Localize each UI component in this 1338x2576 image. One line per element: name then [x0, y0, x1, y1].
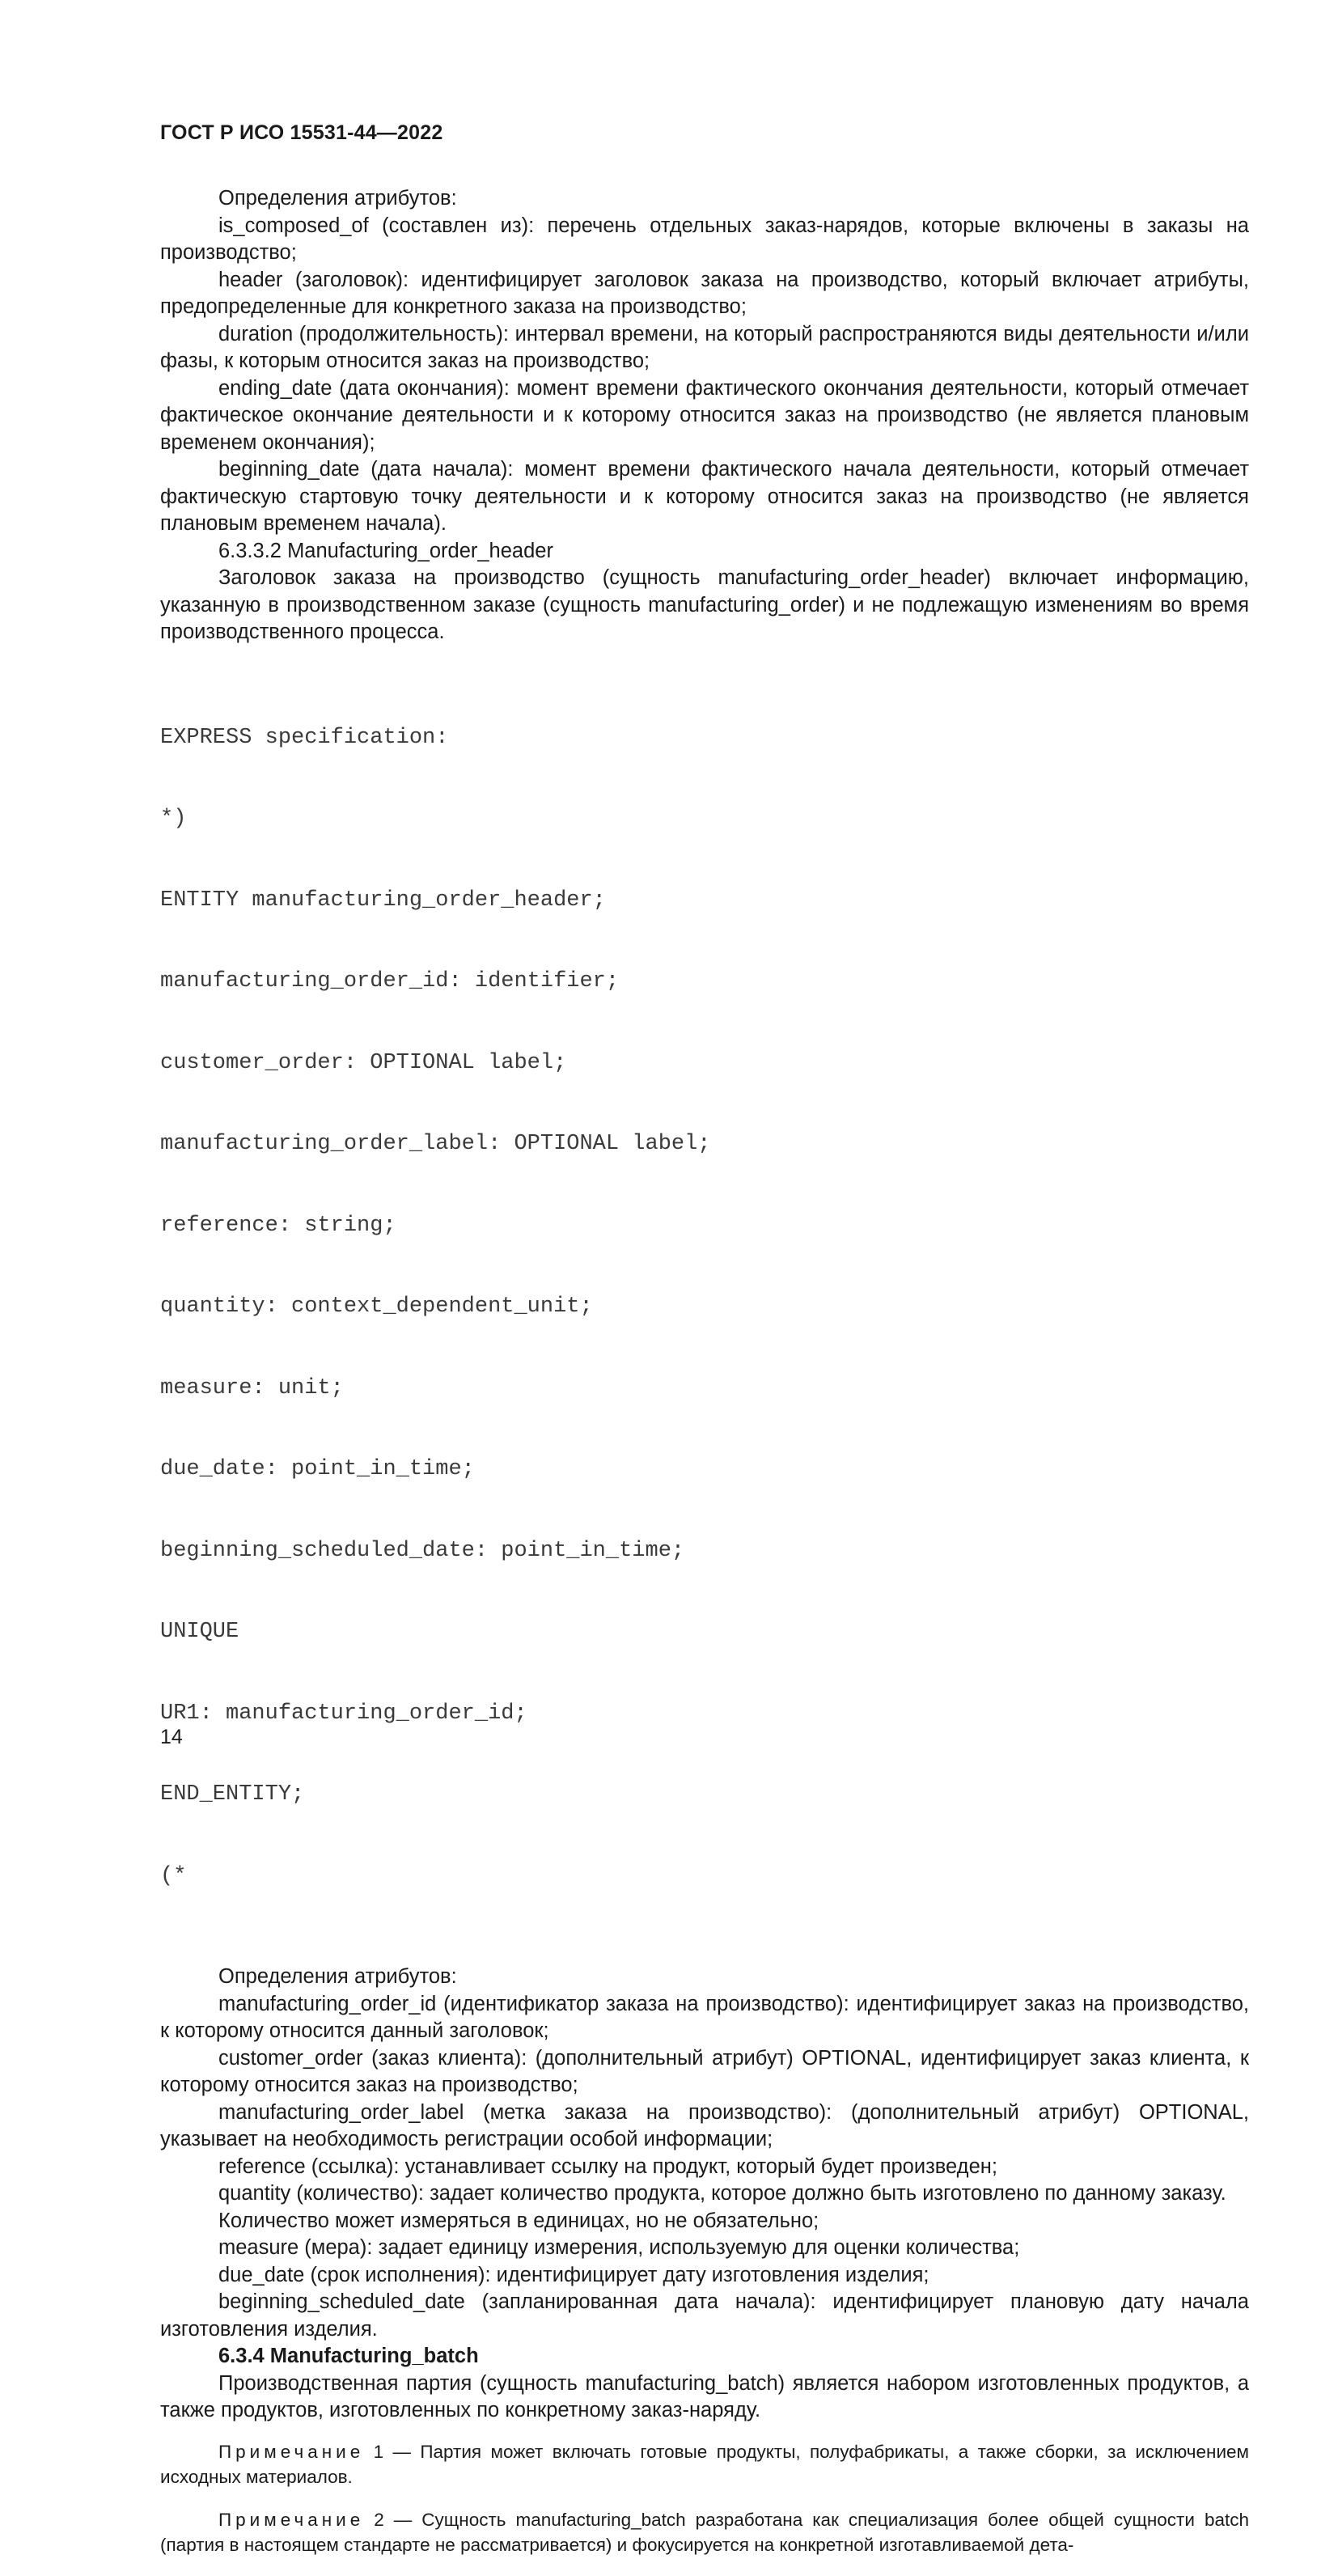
code-line: reference: string;: [160, 1213, 396, 1238]
paragraph: duration (продолжительность): интервал времени, на который распространяются виды деятельности и/или фазы, к которым относится заказ на производство;: [160, 322, 1249, 372]
code-line: ENTITY manufacturing_order_header;: [160, 888, 606, 913]
section-heading: 6.3.4 Manufacturing_batch: [218, 2345, 479, 2367]
note-label: Примечание: [218, 2441, 365, 2462]
paragraph: Производственная партия (сущность manufacturing_batch) является набором изготовленных продуктов, а также продуктов, изготовленных по конкретному заказ-наряду.: [160, 2371, 1249, 2421]
code-line: manufacturing_order_label: OPTIONAL label;: [160, 1132, 711, 1156]
paragraph: ending_date (дата окончания): момент времени фактического окончания деятельности, который отмечает фактическое окончание деятельности и к которому относится заказ на производство (не является плановым временем окончания);: [160, 376, 1249, 454]
paragraph: manufacturing_order_label (метка заказа на производство): (дополнительный атрибут) OPTIONAL, указывает на необходимость регистрации особой информации;: [160, 2100, 1249, 2150]
paragraph: Количество может измеряться в единицах, но не обязательно;: [218, 2209, 819, 2232]
paragraph: quantity (количество): задает количество продукта, которое должно быть изготовлено по данному заказу.: [218, 2182, 1226, 2205]
page-content: [160, 185, 1249, 2576]
note: [160, 2439, 1249, 2489]
code-line: due_date: point_in_time;: [160, 1457, 475, 1481]
paragraph: reference (ссылка): устанавливает ссылку на продукт, который будет произведен;: [218, 2154, 997, 2178]
paragraph: header (заголовок): идентифицирует заголовок заказа на производство, который включает атрибуты, предопределенные для конкретного заказа на производство;: [160, 268, 1249, 318]
paragraph: Определения атрибутов:: [218, 1965, 457, 1988]
code-line: beginning_scheduled_date: point_in_time;: [160, 1538, 685, 1563]
note-text: 2 — Сущность manufacturing_batch разработана как специализация более общей сущности batch (партия в настоящем стандарте не рассматривается) и фокусируется на конкретной изготавливаемой дета-: [160, 2510, 1249, 2555]
paragraph: Заголовок заказа на производство (сущность manufacturing_order_header) включает информацию, указанную в производственном заказе (сущность manufacturing_order) и не подлежащую изменениям во время производственного процесса.: [160, 566, 1249, 643]
paragraph: Определения атрибутов:: [218, 187, 457, 210]
paragraph: manufacturing_order_id (идентификатор заказа на производство): идентифицирует заказ на производство, к которому относится данный заголовок;: [160, 1992, 1249, 2042]
code-line: quantity: context_dependent_unit;: [160, 1294, 593, 1319]
code-line: EXPRESS specification:: [160, 725, 449, 750]
paragraph: measure (мера): задает единицу измерения, используемую для оценки количества;: [218, 2236, 1020, 2259]
paragraph: due_date (срок исполнения): идентифицирует дату изготовления изделия;: [218, 2263, 929, 2286]
code-line: (*: [160, 1863, 187, 1888]
note-text: 1 — Партия может включать готовые продукты, полуфабрикаты, а также сборки, за исключением исходных материалов.: [160, 2441, 1249, 2487]
paragraph: is_composed_of (составлен из): перечень отдельных заказ-нарядов, которые включены в заказы на производство;: [160, 214, 1249, 264]
note: [160, 2507, 1249, 2557]
paragraph: beginning_scheduled_date (запланированная дата начала): идентифицирует плановую дату начала изготовления изделия.: [160, 2290, 1249, 2341]
paragraph: customer_order (заказ клиента): (дополнительный атрибут) OPTIONAL, идентифицирует заказ клиента, к которому относится заказ на производство;: [160, 2046, 1249, 2096]
code-line: END_ENTITY;: [160, 1782, 305, 1807]
code-line: measure: unit;: [160, 1375, 344, 1400]
subsection-heading: 6.3.3.2 Manufacturing_order_header: [218, 539, 553, 562]
code-line: UR1: manufacturing_order_id;: [160, 1701, 527, 1726]
code-line: manufacturing_order_id: identifier;: [160, 969, 620, 994]
note-label: Примечание: [218, 2510, 365, 2530]
code-line: customer_order: OPTIONAL label;: [160, 1050, 567, 1075]
paragraph: beginning_date (дата начала): момент времени фактического начала деятельности, который отмечает фактическую стартовую точку деятельности и к которому относится заказ на производство (не является плановым временем начала).: [160, 458, 1249, 535]
page-number: 14: [160, 1726, 183, 1748]
code-line: UNIQUE: [160, 1620, 239, 1644]
express-code-block: [160, 671, 1249, 1945]
code-line: *): [160, 807, 187, 831]
document-header: ГОСТ Р ИСО 15531-44—2022: [160, 121, 443, 144]
